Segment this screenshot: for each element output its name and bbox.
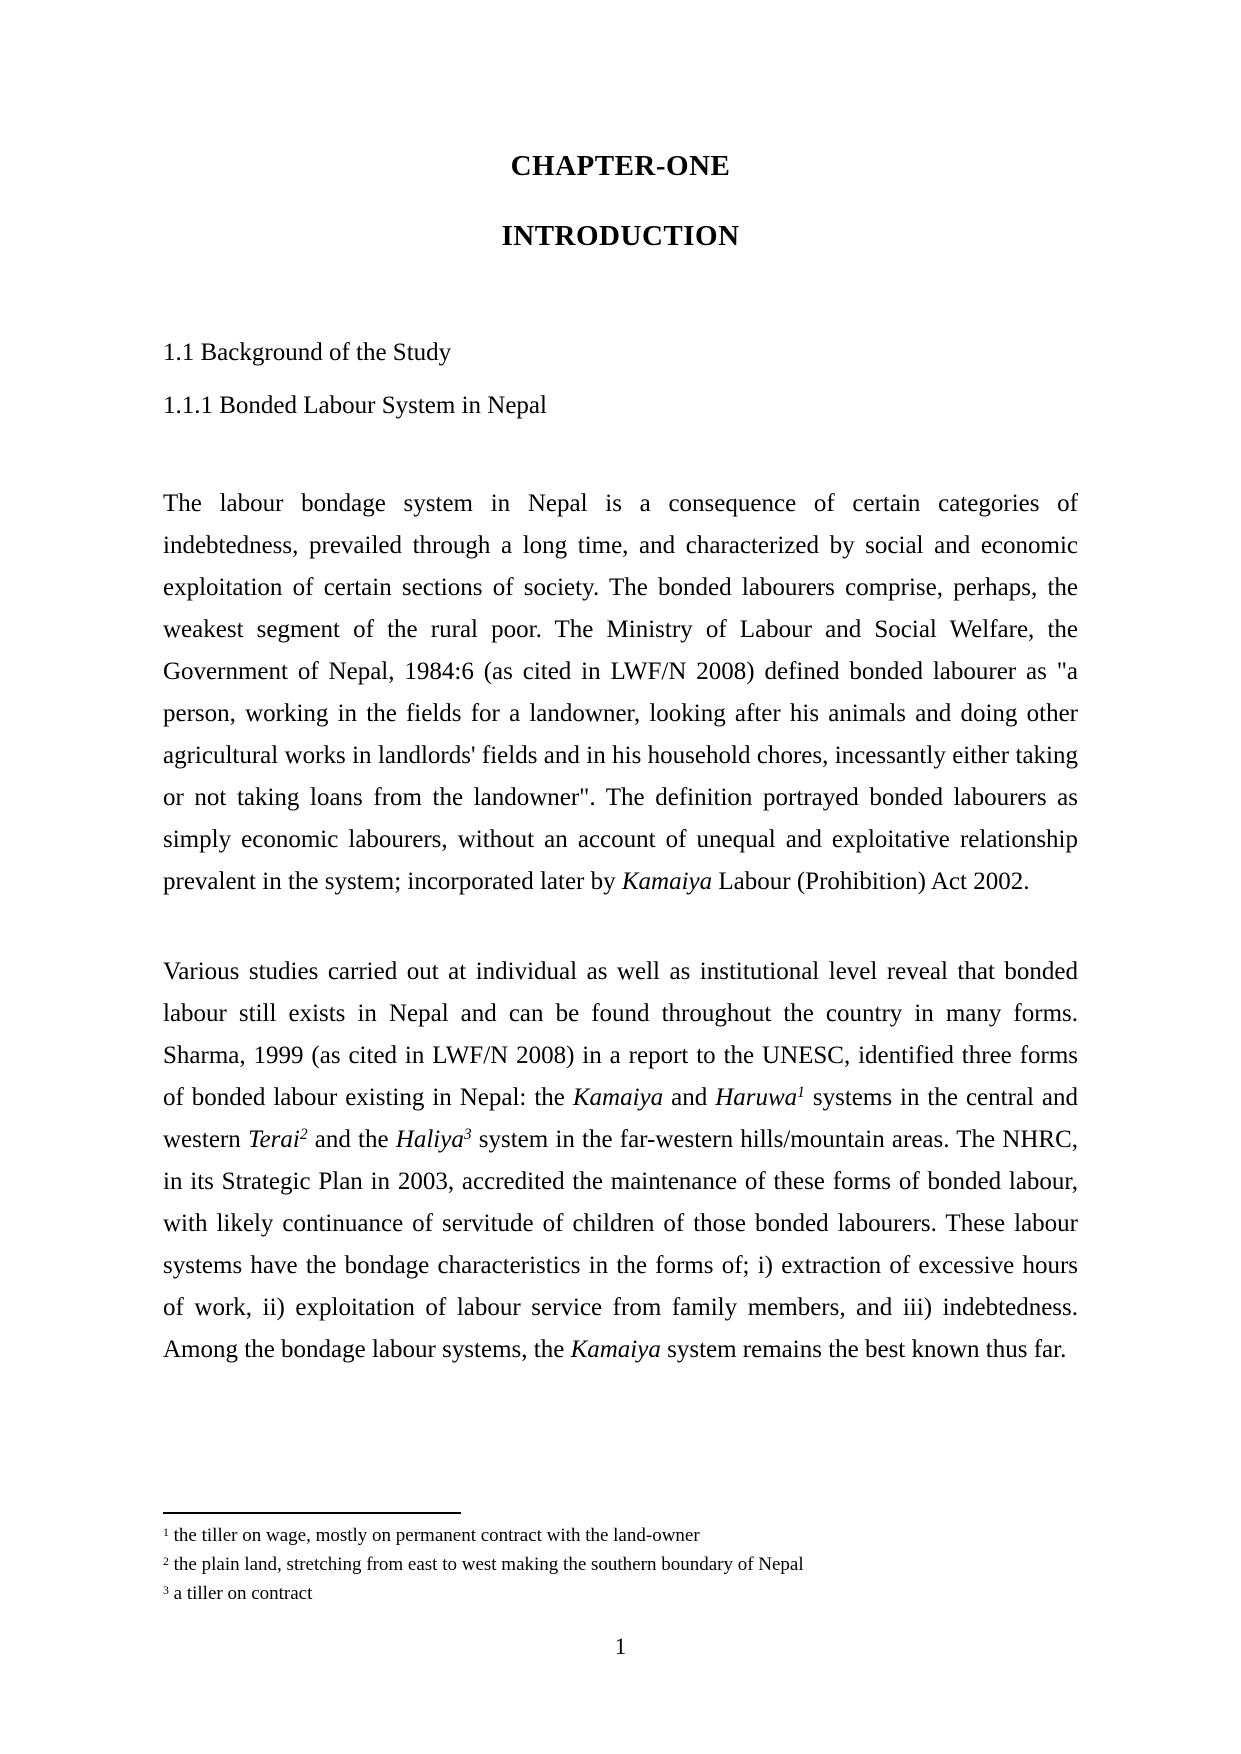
footnote-1-marker: 1: [163, 1525, 169, 1539]
footnote-1: [163, 1521, 1078, 1550]
page-number: 1: [614, 1634, 627, 1659]
section-heading: 1.1 Background of the Study: [163, 339, 452, 366]
footnote-3-marker: 3: [163, 1583, 169, 1597]
chapter-title: CHAPTER-ONE: [510, 150, 731, 182]
footnote-1-text: the tiller on wage, mostly on permanent contract with the land-owner: [173, 1525, 700, 1546]
footnote-area: [163, 1512, 1078, 1608]
footnote-3: [163, 1579, 1078, 1608]
footnote-2-text: the plain land, stretching from east to west making the southern boundary of Nepal: [173, 1554, 804, 1575]
paragraph-background-2: Various studies carried out at individual as well as institutional level reveal that bonded labour still exists in Nepal and can be found throughout the country in many forms. Sharma, 1999 (as cited in LWF/N 2008) in a report to the UNESC, identified three forms of bonded labour existing in Nepal: the Kamaiya and Haruwa$^1$ systems in the central and western Terai$^2$ and the Haliya$^3$ system in the far-western hills/mountain areas. The NHRC, in its Strategic Plan in 2003, accredited the maintenance of these forms of bonded labour, with likely continuance of servitude of children of those bonded labourers. These labour systems have the bondage characteristics in the forms of; i) extraction of excessive hours of work, ii) exploitation of labour service from family members, and iii) indebtedness. Among the bondage labour systems, the Kamaiya system remains the best known thus far.: [163, 958, 1079, 1363]
footnote-2-marker: 2: [163, 1554, 169, 1568]
footnote-2: [163, 1550, 1078, 1579]
footnote-3-text: a tiller on contract: [173, 1583, 313, 1604]
footnote-separator-rule: [163, 1512, 461, 1514]
subsection-heading: 1.1.1 Bonded Labour System in Nepal: [163, 392, 547, 419]
paragraph-background-1: The labour bondage system in Nepal is a consequence of certain categories of indebtedness, prevailed through a long time, and characterized by social and economic exploitation of certain sections of society. The bonded labourers comprise, perhaps, the weakest segment of the rural poor. The Ministry of Labour and Social Welfare, the Government of Nepal, 1984:6 (as cited in LWF/N 2008) defined bonded labourer as "a person, working in the fields for a landowner, looking after his animals and doing other agricultural works in landlords' fields and in his household chores, incessantly either taking or not taking loans from the landowner". The definition portrayed bonded labourers as simply economic labourers, without an account of unequal and exploitative relationship prevalent in the system; incorporated later by Kamaiya Labour (Prohibition) Act 2002.: [163, 490, 1078, 895]
chapter-subtitle: INTRODUCTION: [501, 220, 740, 252]
